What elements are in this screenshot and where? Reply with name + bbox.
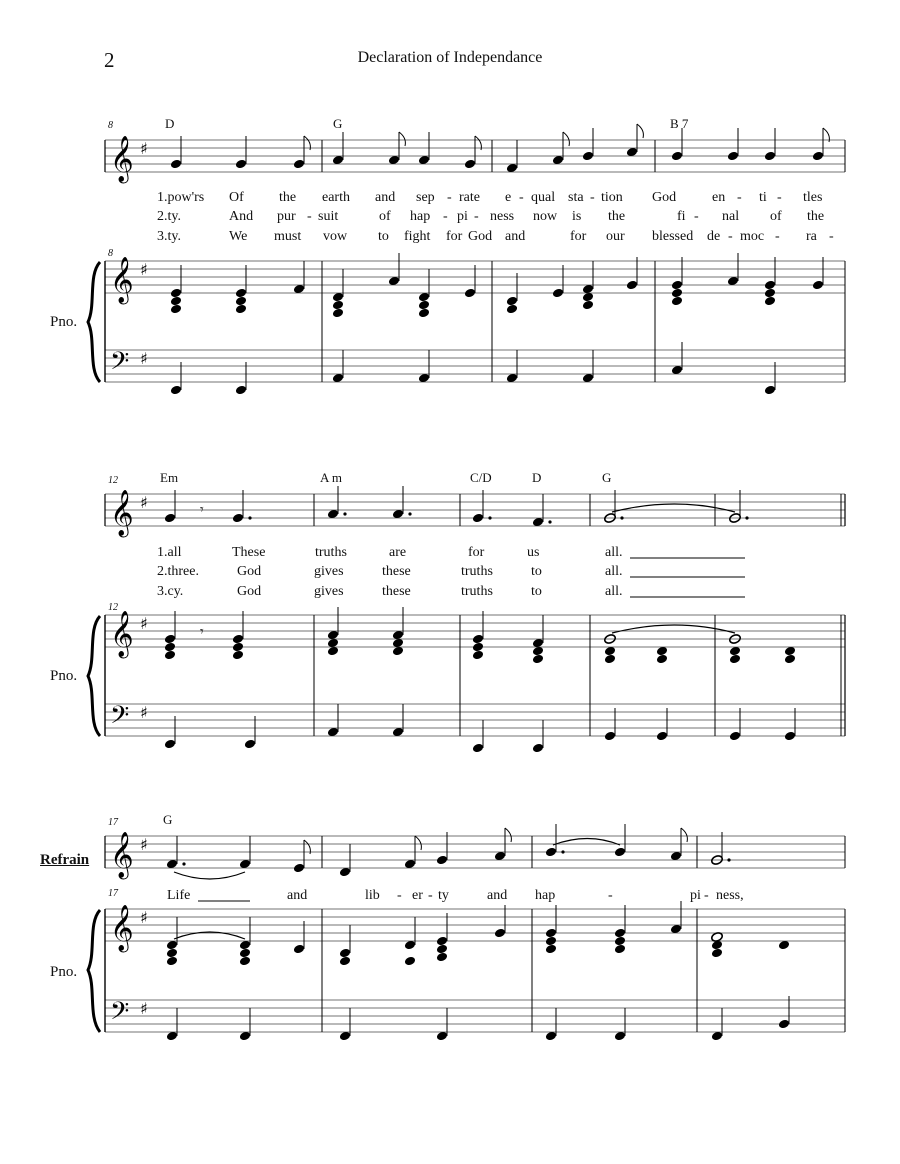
lyric-hyphen: - [428, 888, 433, 903]
lyric-syllable: 2.three. [157, 564, 199, 579]
lyric-hyphen: - [694, 209, 699, 224]
measure-number: 8 [108, 120, 113, 131]
lyric-syllable: fi [677, 209, 686, 224]
lyric-syllable: truths [461, 584, 493, 599]
lyric-syllable: us [527, 545, 540, 560]
lyric-syllable: Life [167, 888, 191, 903]
bass-clef-icon: 𝄢 [110, 347, 130, 382]
lyric-hyphen: - [728, 229, 733, 244]
lyric-syllable: ness [490, 209, 515, 224]
treble-clef-icon: 𝄞 [110, 905, 134, 951]
lyric-hyphen: - [397, 888, 402, 903]
lyric-syllable: tion [601, 190, 623, 205]
lyric-syllable: are [389, 545, 407, 560]
piano-staves-s3 [88, 901, 845, 1041]
lyric-syllable: sep [416, 190, 435, 205]
measure-number: 17 [108, 888, 118, 899]
lyric-syllable: pur [277, 209, 296, 224]
measure-number: 12 [108, 602, 118, 613]
lyric-hyphen: - [519, 190, 524, 205]
lyric-hyphen: - [474, 209, 479, 224]
lyric-syllable: er [412, 888, 423, 903]
lyric-syllable: qual [531, 190, 556, 205]
lyric-hyphen: - [829, 229, 834, 244]
sharp-icon: ♯ [140, 614, 148, 633]
instrument-label: Pno. [50, 964, 78, 980]
lyric-syllable: 1.all [157, 545, 182, 560]
lyric-syllable: blessed [652, 229, 694, 244]
lyric-syllable: moc [740, 229, 765, 244]
lyric-hyphen: - [704, 888, 709, 903]
lyric-syllable: rate [459, 190, 480, 205]
lyric-syllable: our [606, 229, 625, 244]
lyric-syllable: and [375, 190, 396, 205]
lyric-syllable: vow [323, 229, 348, 244]
lyric-syllable: of [379, 209, 391, 224]
measure-number: 12 [108, 475, 118, 486]
lyric-hyphen: - [443, 209, 448, 224]
lyric-hyphen: - [590, 190, 595, 205]
lyric-hyphen: - [307, 209, 312, 224]
lyric-syllable: ness, [716, 888, 744, 903]
lyric-syllable: of [770, 209, 782, 224]
lyric-hyphen: - [447, 190, 452, 205]
piano-staves-s1 [88, 253, 845, 395]
chord-symbol: D [532, 470, 542, 485]
lyric-hyphen: - [775, 229, 780, 244]
lyric-syllable: to [378, 229, 389, 244]
lyric-syllable: e [505, 190, 512, 205]
lyric-syllable: the [279, 190, 297, 205]
lyric-syllable: These [232, 545, 266, 560]
lyric-syllable: lib [365, 888, 380, 903]
page-number: 2 [104, 48, 115, 72]
lyric-syllable: ty [438, 888, 449, 903]
lyric-syllable: pi [457, 209, 468, 224]
sharp-icon: ♯ [140, 703, 148, 722]
lyric-syllable: must [274, 229, 302, 244]
lyric-syllable: God [652, 190, 677, 205]
rest-icon: 𝄾 [200, 502, 204, 518]
chord-symbol: G [163, 812, 173, 827]
lyric-syllable: now [533, 209, 558, 224]
lyric-syllable: hap [535, 888, 556, 903]
chord-symbol: C/D [470, 470, 492, 485]
lyric-syllable: all. [605, 564, 623, 579]
treble-clef-icon: 𝄞 [110, 136, 134, 182]
lyric-syllable: sta [568, 190, 584, 205]
chord-symbol: A m [320, 470, 343, 485]
vocal-staff [105, 824, 845, 880]
lyric-syllable: for [446, 229, 463, 244]
bass-clef-icon: 𝄢 [110, 701, 130, 736]
lyric-syllable: these [382, 564, 411, 579]
instrument-label: Pno. [50, 668, 78, 684]
lyric-syllable: and [287, 888, 308, 903]
measure-number: 8 [108, 248, 113, 259]
lyric-syllable: Of [229, 190, 244, 205]
sharp-icon: ♯ [140, 139, 148, 158]
sharp-icon: ♯ [140, 908, 148, 927]
lyric-syllable: all. [605, 545, 623, 560]
lyric-syllable: for [468, 545, 485, 560]
lyric-syllable: 3.cy. [157, 584, 184, 599]
piano-staves-s2 [88, 607, 845, 753]
lyric-hyphen: - [777, 190, 782, 205]
lyric-syllable: is [572, 209, 582, 224]
rest-icon: 𝄾 [200, 624, 204, 640]
lyric-syllable: God [237, 584, 262, 599]
lyric-syllable: gives [314, 584, 344, 599]
lyric-syllable: hap [410, 209, 431, 224]
lyric-syllable: suit [318, 209, 339, 224]
brace-icon [88, 616, 100, 736]
measure-number: 17 [108, 817, 118, 828]
lyric-syllable: the [608, 209, 626, 224]
sharp-icon: ♯ [140, 260, 148, 279]
bass-clef-icon: 𝄢 [110, 997, 130, 1032]
lyric-syllable: And [229, 209, 254, 224]
lyric-syllable: pi [690, 888, 701, 903]
lyric-syllable: truths [315, 545, 347, 560]
chord-symbol: B 7 [670, 116, 689, 131]
lyric-syllable: ra [806, 229, 817, 244]
brace-icon [88, 262, 100, 382]
lyric-syllable: tles [803, 190, 823, 205]
treble-clef-icon: 𝄞 [110, 257, 134, 303]
lyric-syllable: for [570, 229, 587, 244]
sharp-icon: ♯ [140, 835, 148, 854]
treble-clef-icon: 𝄞 [110, 832, 134, 878]
treble-clef-icon: 𝄞 [110, 490, 134, 536]
lyric-hyphen: - [737, 190, 742, 205]
lyric-syllable: God [237, 564, 262, 579]
lyric-syllable: to [531, 584, 542, 599]
vocal-notes-s1 [170, 124, 830, 173]
chord-symbol: D [165, 116, 175, 131]
vocal-staff [105, 486, 845, 538]
instrument-label: Pno. [50, 314, 78, 330]
lyric-extenders-s2 [630, 558, 745, 597]
lyric-syllable: all. [605, 584, 623, 599]
lyric-syllable: 1.pow'rs [157, 190, 205, 205]
lyric-syllable: earth [322, 190, 350, 205]
treble-clef-icon: 𝄞 [110, 611, 134, 657]
lyric-syllable: en [712, 190, 726, 205]
lyric-syllable: to [531, 564, 542, 579]
sharp-icon: ♯ [140, 493, 148, 512]
lyric-syllable: 3.ty. [157, 229, 181, 244]
lyric-syllable: and [487, 888, 508, 903]
lyric-syllable: de [707, 229, 721, 244]
lyric-syllable: these [382, 584, 411, 599]
lyric-syllable: the [807, 209, 825, 224]
lyric-syllable: ti [759, 190, 767, 205]
lyric-syllable: nal [722, 209, 740, 224]
sharp-icon: ♯ [140, 349, 148, 368]
sharp-icon: ♯ [140, 999, 148, 1018]
lyric-syllable: truths [461, 564, 493, 579]
lyric-syllable: God [468, 229, 493, 244]
chord-symbol: G [602, 470, 612, 485]
lyric-syllable: gives [314, 564, 344, 579]
lyric-hyphen: - [608, 888, 613, 903]
brace-icon [88, 910, 100, 1032]
lyric-syllable: 2.ty. [157, 209, 181, 224]
lyric-syllable: We [229, 229, 248, 244]
lyric-syllable: fight [404, 229, 431, 244]
lyric-syllable: and [505, 229, 526, 244]
chord-symbol: Em [160, 470, 179, 485]
chord-symbol: G [333, 116, 343, 131]
page-title: Declaration of Independance [357, 49, 543, 66]
refrain-label: Refrain [40, 852, 90, 868]
